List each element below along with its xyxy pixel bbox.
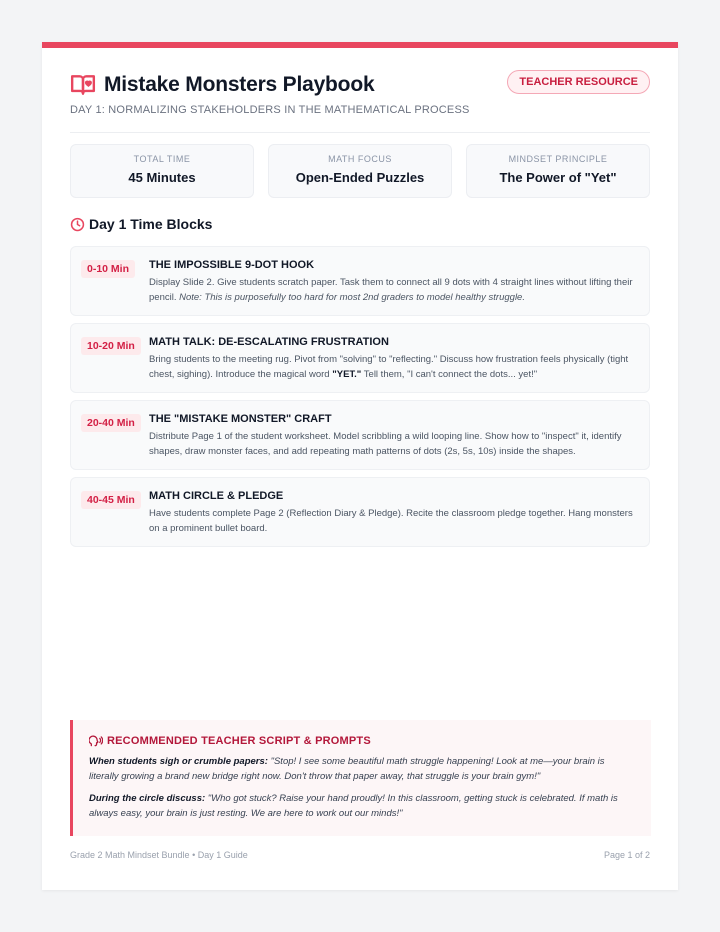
- block-title: MATH TALK: DE-ESCALATING FRUSTRATION: [149, 336, 389, 348]
- document-header: [70, 48, 650, 133]
- time-blocks-heading: [70, 216, 212, 232]
- page-title: Mistake Monsters Playbook: [104, 73, 375, 96]
- clock-icon: [70, 217, 85, 232]
- page-subtitle: DAY 1: NORMALIZING STAKEHOLDERS IN THE MATHEMATICAL PROCESS: [70, 104, 470, 116]
- time-block: [70, 323, 650, 393]
- block-description: Distribute Page 1 of the student worksheet. Model scribbling a wild looping line. Show how to "inspect" it, identify shapes, draw monster faces, and add repeating math patterns of dots (2s, 5s, 10s) inside the shapes.: [149, 431, 622, 457]
- worksheet-page: [42, 42, 678, 890]
- stat-mindset-principle: [466, 144, 650, 198]
- stat-math-focus: [268, 144, 452, 198]
- prompt-lead: During the circle discuss:: [89, 793, 206, 804]
- page-footer: [70, 850, 650, 860]
- block-description: [149, 352, 643, 382]
- time-pill: 40-45 Min: [81, 491, 141, 509]
- prompt-text: "Who got stuck? Raise your hand proudly! In this classroom, getting stuck is celebrated. If math is always easy, your brain is just resting. We are here to work out our minds!": [89, 793, 618, 819]
- block-text: Bring students to the meeting rug. Pivot from "solving" to "reflecting." Discuss how frustration feels physically (tight chest, sighing). Introduce the magical word: [149, 354, 629, 380]
- stats-row: [70, 144, 650, 198]
- block-title: THE "MISTAKE MONSTER" CRAFT: [149, 413, 332, 425]
- block-title: MATH CIRCLE & PLEDGE: [149, 490, 284, 502]
- script-prompt: [89, 791, 629, 821]
- section-title: Day 1 Time Blocks: [89, 216, 213, 232]
- book-heart-icon: [70, 72, 96, 98]
- stat-total-time: [70, 144, 254, 198]
- time-pill: 10-20 Min: [81, 337, 141, 355]
- block-note: Note: This is purposefully too hard for most 2nd graders to model healthy struggle.: [179, 292, 525, 303]
- time-block: [70, 477, 650, 547]
- time-pill: 0-10 Min: [81, 260, 135, 278]
- time-block: [70, 400, 650, 470]
- block-highlight: "YET.": [332, 369, 362, 380]
- time-pill: 20-40 Min: [81, 414, 141, 432]
- script-title: RECOMMENDED TEACHER SCRIPT & PROMPTS: [107, 735, 371, 747]
- stat-label: TOTAL TIME: [133, 154, 191, 164]
- block-description: [149, 275, 643, 305]
- prompt-lead: When students sigh or crumble papers:: [89, 756, 268, 767]
- script-prompt: [89, 754, 629, 784]
- page-number: Page 1 of 2: [603, 850, 650, 860]
- title-row: [70, 72, 374, 98]
- stat-label: MATH FOCUS: [328, 154, 392, 164]
- prompt-text: "Stop! I see some beautiful math struggle happening! Look at me—your brain is literally growing a brand new bridge right now. Don't throw that paper away, that struggle is your brain gym!": [89, 756, 605, 782]
- block-text: Tell them, "I can't connect the dots... yet!": [363, 369, 538, 380]
- stat-label: MINDSET PRINCIPLE: [508, 154, 608, 164]
- block-description: Have students complete Page 2 (Reflection Diary & Pledge). Recite the classroom pledge together. Hang monsters on a prominent bullet board.: [149, 508, 633, 534]
- block-title: THE IMPOSSIBLE 9-DOT HOOK: [149, 259, 315, 271]
- stat-value: The Power of "Yet": [499, 170, 617, 185]
- teacher-script-box: [70, 720, 651, 836]
- teacher-resource-badge: TEACHER RESOURCE: [507, 70, 650, 94]
- speaking-head-icon: [89, 734, 103, 748]
- footer-left: Grade 2 Math Mindset Bundle • Day 1 Guide: [70, 850, 248, 860]
- time-block: [70, 246, 650, 316]
- stat-value: 45 Minutes: [128, 170, 196, 185]
- stat-value: Open-Ended Puzzles: [295, 170, 425, 185]
- block-text: Display Slide 2. Give students scratch paper. Task them to connect all 9 dots with 4 straight lines without lifting their pencil.: [149, 277, 633, 303]
- script-heading: [89, 734, 371, 748]
